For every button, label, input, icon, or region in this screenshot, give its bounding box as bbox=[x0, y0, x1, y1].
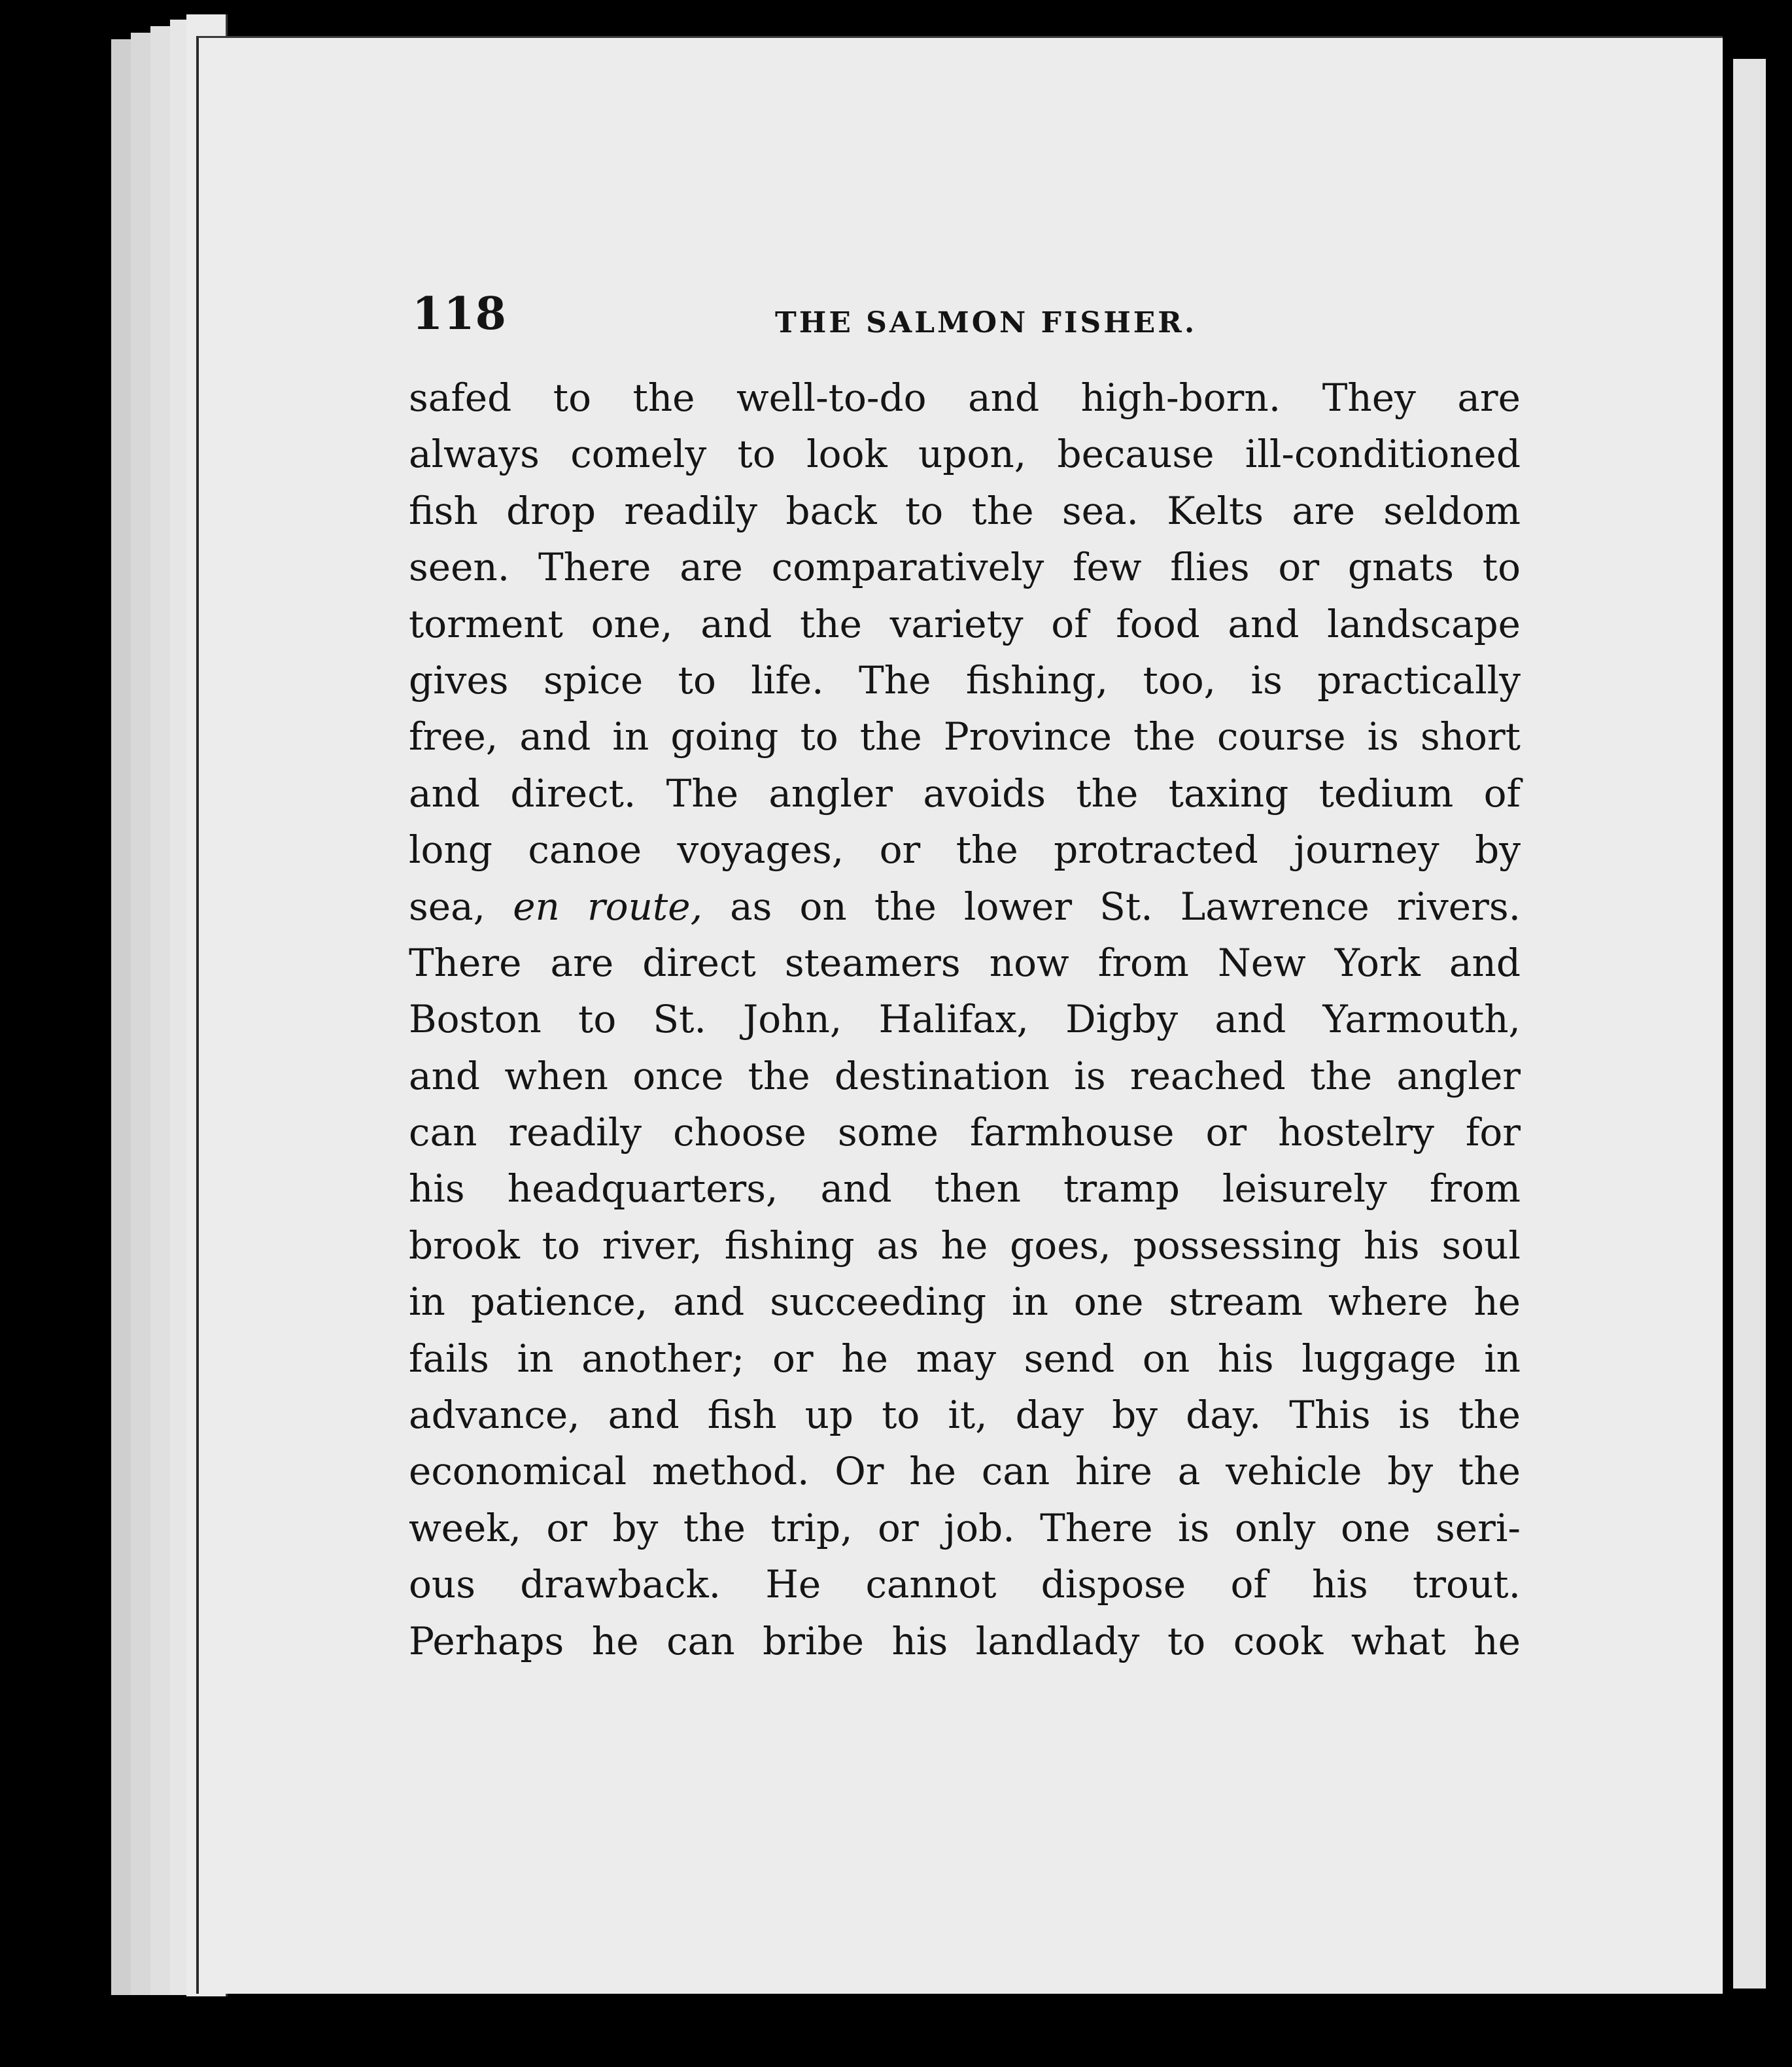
text-line: ous drawback. He cannot dispose of his trout. bbox=[409, 1562, 1521, 1607]
text-segment: as on the lower St. Lawrence rivers. bbox=[730, 884, 1521, 929]
text-line: There are direct steamers now from New York and bbox=[409, 940, 1521, 985]
text-line: his headquarters, and then tramp leisurely from bbox=[409, 1166, 1521, 1211]
text-line: Boston to St. John, Halifax, Digby and Yarmouth, bbox=[409, 997, 1521, 1042]
text-line: always comely to look upon, because ill-conditioned bbox=[409, 432, 1521, 477]
running-head bbox=[412, 288, 1517, 360]
running-title: THE SALMON FISHER. bbox=[775, 306, 1198, 339]
text-line: gives spice to life. The fishing, too, is practically bbox=[409, 657, 1521, 703]
text-segment: sea, bbox=[409, 884, 486, 929]
facing-page-edge bbox=[1733, 59, 1766, 1989]
text-line: can readily choose some farmhouse or hostelry for bbox=[409, 1110, 1521, 1155]
text-line: seen. There are comparatively few flies or gnats to bbox=[409, 545, 1521, 590]
text-line-mixed bbox=[409, 878, 1521, 935]
text-line: long canoe voyages, or the protracted journey by bbox=[409, 827, 1521, 873]
italic-phrase: en route, bbox=[513, 884, 703, 929]
text-line: week, or by the trip, or job. There is only one seri- bbox=[409, 1505, 1521, 1550]
text-line: fails in another; or he may send on his luggage in bbox=[409, 1336, 1521, 1381]
body-text bbox=[409, 370, 1521, 1669]
text-line: fish drop readily back to the sea. Kelts are seldom bbox=[409, 488, 1521, 533]
page-number: 118 bbox=[412, 288, 507, 340]
text-line: advance, and fish up to it, day by day. This is the bbox=[409, 1393, 1521, 1438]
text-line: free, and in going to the Province the course is short bbox=[409, 714, 1521, 759]
text-line: torment one, and the variety of food and landscape bbox=[409, 601, 1521, 646]
text-line: safed to the well-to-do and high-born. They are bbox=[409, 375, 1521, 420]
text-line: and direct. The angler avoids the taxing tedium of bbox=[409, 771, 1521, 816]
text-line: brook to river, fishing as he goes, possessing his soul bbox=[409, 1223, 1521, 1268]
text-line: in patience, and succeeding in one stream where he bbox=[409, 1279, 1521, 1325]
text-line: economical method. Or he can hire a vehicle by the bbox=[409, 1449, 1521, 1494]
text-line: Perhaps he can bribe his landlady to cook what he bbox=[409, 1618, 1521, 1663]
text-line: and when once the destination is reached the angler bbox=[409, 1053, 1521, 1098]
